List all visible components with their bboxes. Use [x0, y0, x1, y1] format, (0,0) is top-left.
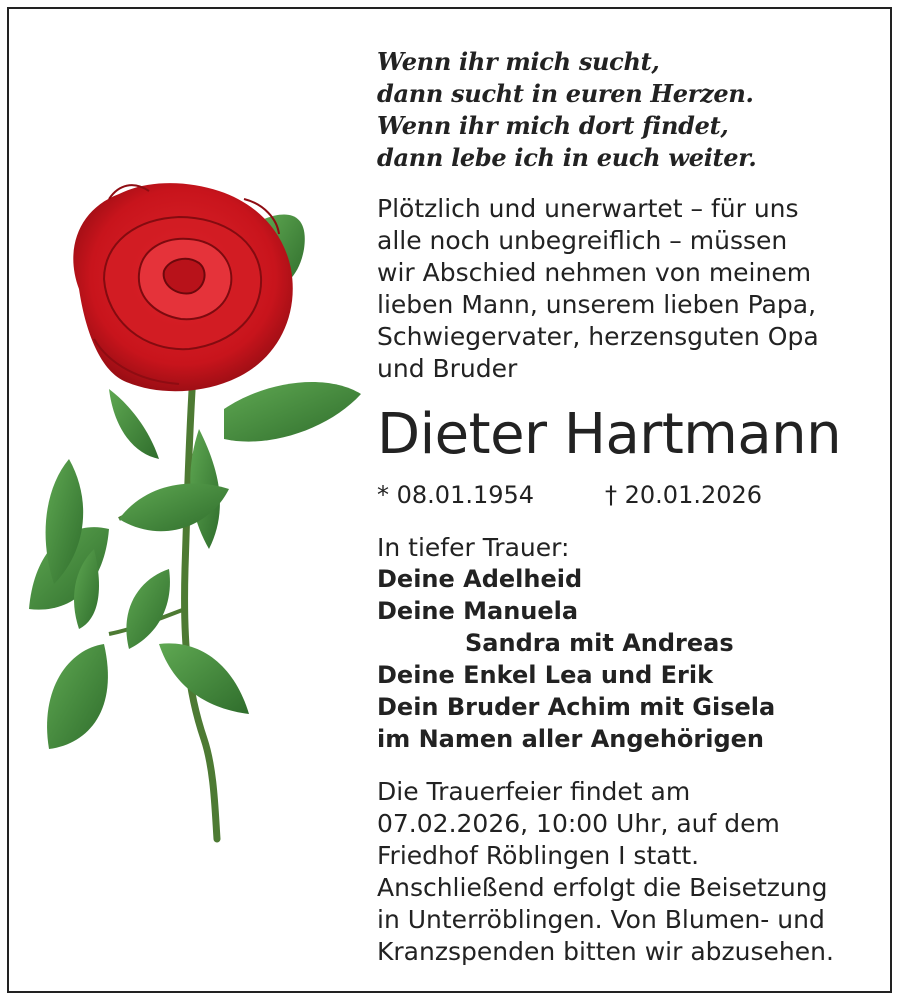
- rose-illustration: [9, 9, 389, 993]
- funeral-line: 07.02.2026, 10:00 Uhr, auf dem: [377, 809, 780, 838]
- intro-line: wir Abschied nehmen von meinem: [377, 258, 812, 287]
- mourner-line: Deine Enkel Lea und Erik: [377, 661, 714, 689]
- funeral-line: in Unterröblingen. Von Blumen- und: [377, 905, 825, 934]
- poem-line: Wenn ihr mich sucht,: [377, 47, 660, 76]
- intro-line: Plötzlich und unerwartet – für uns: [377, 194, 799, 223]
- mourner-line: Deine Adelheid: [377, 565, 583, 593]
- funeral-line: Die Trauerfeier findet am: [377, 777, 691, 806]
- intro-line: Schwiegervater, herzensguten Opa: [377, 322, 819, 351]
- death-date: † 20.01.2026: [605, 481, 763, 509]
- mourner-line: Sandra mit Andreas: [465, 629, 734, 657]
- birth-date: * 08.01.1954: [377, 481, 535, 509]
- poem-line: Wenn ihr mich dort findet,: [377, 111, 729, 140]
- intro-line: alle noch unbegreiflich – müssen: [377, 226, 788, 255]
- intro-line: und Bruder: [377, 354, 518, 383]
- intro-line: lieben Mann, unserem lieben Papa,: [377, 290, 817, 319]
- mourner-line: im Namen aller Angehörigen: [377, 725, 765, 753]
- funeral-line: Anschließend erfolgt die Beisetzung: [377, 873, 828, 902]
- poem-line: dann lebe ich in euch weiter.: [377, 143, 757, 172]
- deceased-name: Dieter Hartmann: [377, 402, 842, 467]
- funeral-line: Kranzspenden bitten wir abzusehen.: [377, 937, 834, 966]
- mourners-intro: In tiefer Trauer:: [377, 533, 570, 562]
- obituary-frame: [7, 7, 892, 993]
- poem-line: dann sucht in euren Herzen.: [377, 79, 754, 108]
- mourner-line: Dein Bruder Achim mit Gisela: [377, 693, 776, 721]
- mourner-line: Deine Manuela: [377, 597, 579, 625]
- funeral-line: Friedhof Röblingen I statt.: [377, 841, 700, 870]
